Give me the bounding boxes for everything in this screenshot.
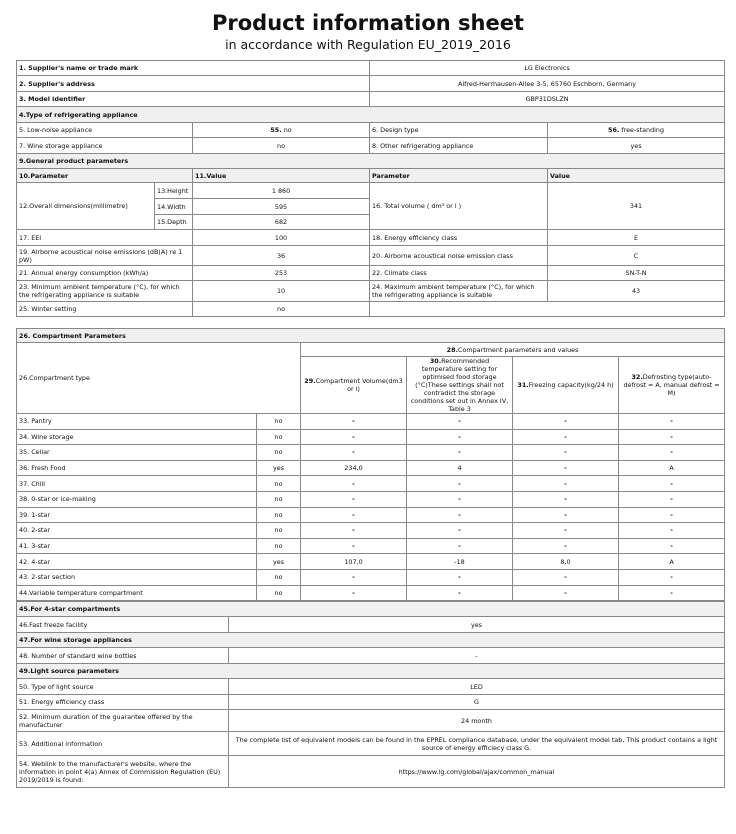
param-header: 10.Parameter xyxy=(17,169,193,183)
compartment-freezing-capacity: - xyxy=(513,414,619,430)
compartment-temperature: - xyxy=(407,429,513,445)
supplier-name-value: LG Electronics xyxy=(370,61,725,76)
compartment-name: 39. 1-star xyxy=(17,507,257,523)
compartment-type-header: 26.Compartment type xyxy=(17,343,301,414)
compartment-present: no xyxy=(257,491,301,507)
compartment-row xyxy=(17,523,725,539)
section-type-heading: 4.Type of refrigerating appliance xyxy=(17,107,725,123)
compartment-volume: - xyxy=(301,523,407,539)
compartment-freezing-capacity: - xyxy=(513,507,619,523)
compartment-volume: - xyxy=(301,538,407,554)
compartment-params-header: 28.Compartment parameters and values xyxy=(301,343,725,357)
height-value: 1 860 xyxy=(193,183,370,199)
other-refrigerating-value: yes xyxy=(548,138,725,154)
compartment-freezing-capacity: - xyxy=(513,429,619,445)
compartment-name: 40. 2-star xyxy=(17,523,257,539)
compartment-freezing-capacity: - xyxy=(513,538,619,554)
low-noise-label: 5. Low-noise appliance xyxy=(17,123,193,138)
compartment-volume: - xyxy=(301,507,407,523)
fast-freeze-label: 46.Fast freeze facility xyxy=(17,617,229,633)
compartment-freezing-capacity: - xyxy=(513,460,619,476)
compartment-name: 42. 4-star xyxy=(17,554,257,570)
compartment-temperature: - xyxy=(407,445,513,461)
wine-bottles-value: - xyxy=(229,648,725,664)
compartment-name: 43. 2-star section xyxy=(17,569,257,585)
compartment-present: no xyxy=(257,523,301,539)
energy-class-label: 18. Energy efficiency class xyxy=(370,230,548,246)
noise-label: 19. Airborne acoustical noise emissions (dB(A) re 1 pW) xyxy=(17,246,193,266)
compartment-present: no xyxy=(257,476,301,492)
model-identifier-value: GBP31DSLZN xyxy=(370,92,725,107)
compartment-present: no xyxy=(257,585,301,601)
total-volume-value: 341 xyxy=(548,183,725,230)
section-light-heading: 49.Light source parameters xyxy=(17,664,725,679)
compartment-row xyxy=(17,445,725,461)
depth-label: 15.Depth xyxy=(155,215,193,230)
supplier-address-label: 2. Supplier's address xyxy=(17,76,370,92)
compartment-row xyxy=(17,460,725,476)
climate-class-label: 22. Climate class xyxy=(370,266,548,281)
compartment-row xyxy=(17,554,725,570)
info-table-bottom xyxy=(16,601,725,788)
compartment-volume: - xyxy=(301,414,407,430)
light-class-label: 51. Energy efficiency class xyxy=(17,695,229,710)
weblink-label: 54. Weblink to the manufacturer's website, where the information in point 4(a) Annex of Commission Regulation (EU) 2019/2019 is found: xyxy=(17,756,229,788)
compartment-freezing-capacity: - xyxy=(513,476,619,492)
section-wine-heading: 47.For wine storage appliances xyxy=(17,633,725,648)
page-subtitle: in accordance with Regulation EU_2019_2016 xyxy=(225,37,511,52)
compartment-name: 33. Pantry xyxy=(17,414,257,430)
total-volume-label: 16. Total volume ( dm³ or l ) xyxy=(370,183,548,230)
compartment-temperature: - xyxy=(407,523,513,539)
compartment-defrost-type: - xyxy=(619,507,725,523)
freezing-capacity-header: 31.Freezing capacity(kg/24 h) xyxy=(513,357,619,414)
width-label: 14.Width xyxy=(155,199,193,215)
noise-value: 36 xyxy=(193,246,370,266)
guarantee-label: 52. Minimum duration of the guarantee offered by the manufacturer xyxy=(17,710,229,732)
compartment-temperature: - xyxy=(407,414,513,430)
compartment-defrost-type: - xyxy=(619,429,725,445)
compartment-volume: 234,0 xyxy=(301,460,407,476)
compartment-freezing-capacity: - xyxy=(513,445,619,461)
compartment-defrost-type: - xyxy=(619,523,725,539)
compartment-row xyxy=(17,507,725,523)
compartment-name: 35. Cellar xyxy=(17,445,257,461)
additional-info-label: 53. Additional information xyxy=(17,732,229,756)
min-temp-value: 10 xyxy=(193,281,370,302)
max-temp-label: 24. Maximum ambient temperature (°C), for which the refrigerating appliance is suitable xyxy=(370,281,548,302)
compartment-volume: - xyxy=(301,569,407,585)
wine-storage-label: 7. Wine storage appliance xyxy=(17,138,193,154)
value-header: 11.Value xyxy=(193,169,370,183)
light-type-value: LED xyxy=(229,679,725,695)
consumption-value: 253 xyxy=(193,266,370,281)
compartment-defrost-type: - xyxy=(619,569,725,585)
compartment-defrost-type: - xyxy=(619,476,725,492)
compartment-present: no xyxy=(257,414,301,430)
compartment-defrost-type: - xyxy=(619,491,725,507)
compartment-row xyxy=(17,585,725,601)
compartment-name: 36. Fresh Food xyxy=(17,460,257,476)
dimensions-label: 12.Overall dimensions(millimetre) xyxy=(17,183,155,230)
compartment-defrost-type: - xyxy=(619,414,725,430)
compartment-defrost-type: - xyxy=(619,445,725,461)
compartment-temperature: - xyxy=(407,476,513,492)
compartment-volume: - xyxy=(301,429,407,445)
compartment-temperature: -18 xyxy=(407,554,513,570)
compartment-name: 37. Chill xyxy=(17,476,257,492)
compartment-row xyxy=(17,569,725,585)
light-class-value: G xyxy=(229,695,725,710)
compartment-name: 41. 3-star xyxy=(17,538,257,554)
compartment-temperature: - xyxy=(407,585,513,601)
compartment-present: no xyxy=(257,569,301,585)
eei-value: 100 xyxy=(193,230,370,246)
info-table-top xyxy=(16,60,725,317)
compartment-name: 44.Variable temperature compartment xyxy=(17,585,257,601)
compartment-row xyxy=(17,429,725,445)
compartment-temperature: - xyxy=(407,538,513,554)
compartment-volume: - xyxy=(301,491,407,507)
param-header-right: Parameter xyxy=(370,169,548,183)
compartment-name: 34. Wine storage xyxy=(17,429,257,445)
model-identifier-label: 3. Model identifier xyxy=(17,92,370,107)
depth-value: 682 xyxy=(193,215,370,230)
compartment-present: no xyxy=(257,507,301,523)
other-refrigerating-label: 8. Other refrigerating appliance xyxy=(370,138,548,154)
compartment-present: no xyxy=(257,429,301,445)
max-temp-value: 43 xyxy=(548,281,725,302)
compartment-freezing-capacity: 8,0 xyxy=(513,554,619,570)
compartment-defrost-type: A xyxy=(619,460,725,476)
energy-class-value: E xyxy=(548,230,725,246)
compartment-present: yes xyxy=(257,460,301,476)
temperature-header: 30.Recommended temperature setting for optimised food storage (°C)These settings shall not contradict the storage conditions set out in Annex IV, Table 3 xyxy=(407,357,513,414)
compartment-defrost-type: - xyxy=(619,538,725,554)
supplier-address-value: Alfred-Herrhausen-Allee 3-5, 65760 Eschborn, Germany xyxy=(370,76,725,92)
winter-setting-label: 25. Winter setting xyxy=(17,302,193,317)
compartment-row xyxy=(17,491,725,507)
climate-class-value: SN-T-N xyxy=(548,266,725,281)
defrost-type-header: 32.Defrosting type(auto-defrost = A, manual defrost = M) xyxy=(619,357,725,414)
guarantee-value: 24 month xyxy=(229,710,725,732)
compartment-volume: - xyxy=(301,445,407,461)
wine-storage-value: no xyxy=(193,138,370,154)
light-type-label: 50. Type of light source xyxy=(17,679,229,695)
design-type-value: 56. free-standing xyxy=(548,123,725,138)
section-four-star-heading: 45.For 4-star compartments xyxy=(17,602,725,617)
low-noise-value: 55. no xyxy=(193,123,370,138)
compartment-temperature: 4 xyxy=(407,460,513,476)
compartment-present: no xyxy=(257,538,301,554)
weblink-value: https://www.lg.com/global/ajax/common_manual xyxy=(229,756,725,788)
eei-label: 17. EEI xyxy=(17,230,193,246)
min-temp-label: 23. Minimum ambient temperature (°C), for which the refrigerating appliance is suitable xyxy=(17,281,193,302)
compartment-present: no xyxy=(257,445,301,461)
compartment-defrost-type: A xyxy=(619,554,725,570)
compartment-freezing-capacity: - xyxy=(513,523,619,539)
compartment-volume: 107,0 xyxy=(301,554,407,570)
compartment-name: 38. 0-star or ice-making xyxy=(17,491,257,507)
compartment-row xyxy=(17,538,725,554)
consumption-label: 21. Annual energy consumption (kWh/a) xyxy=(17,266,193,281)
compartment-table xyxy=(16,328,725,601)
empty-cell xyxy=(370,302,725,317)
page-title: Product information sheet xyxy=(212,11,524,35)
volume-header: 29.Compartment Volume(dm3 or l) xyxy=(301,357,407,414)
compartment-row xyxy=(17,476,725,492)
noise-class-label: 20. Airborne acoustical noise emission class xyxy=(370,246,548,266)
section-general-heading: 9.General product parameters xyxy=(17,154,725,169)
compartment-freezing-capacity: - xyxy=(513,585,619,601)
noise-class-value: C xyxy=(548,246,725,266)
compartment-temperature: - xyxy=(407,569,513,585)
compartment-temperature: - xyxy=(407,491,513,507)
fast-freeze-value: yes xyxy=(229,617,725,633)
height-label: 13.Height xyxy=(155,183,193,199)
winter-setting-value: no xyxy=(193,302,370,317)
additional-info-value: The complete list of equivalent models can be found in the EPREL compliance database, under the equivalent model tab, This product contains a light source of energy efficiecy class G. xyxy=(229,732,725,756)
compartment-freezing-capacity: - xyxy=(513,569,619,585)
compartment-volume: - xyxy=(301,585,407,601)
compartment-present: yes xyxy=(257,554,301,570)
compartment-volume: - xyxy=(301,476,407,492)
compartment-temperature: - xyxy=(407,507,513,523)
section-compartment-heading: 26. Compartment Parameters xyxy=(17,329,725,343)
compartment-defrost-type: - xyxy=(619,585,725,601)
compartment-freezing-capacity: - xyxy=(513,491,619,507)
value-header-right: Value xyxy=(548,169,725,183)
design-type-label: 6. Design type xyxy=(370,123,548,138)
supplier-name-label: 1. Supplier's name or trade mark xyxy=(17,61,370,76)
wine-bottles-label: 48. Number of standard wine bottles xyxy=(17,648,229,664)
width-value: 595 xyxy=(193,199,370,215)
compartment-row xyxy=(17,414,725,430)
